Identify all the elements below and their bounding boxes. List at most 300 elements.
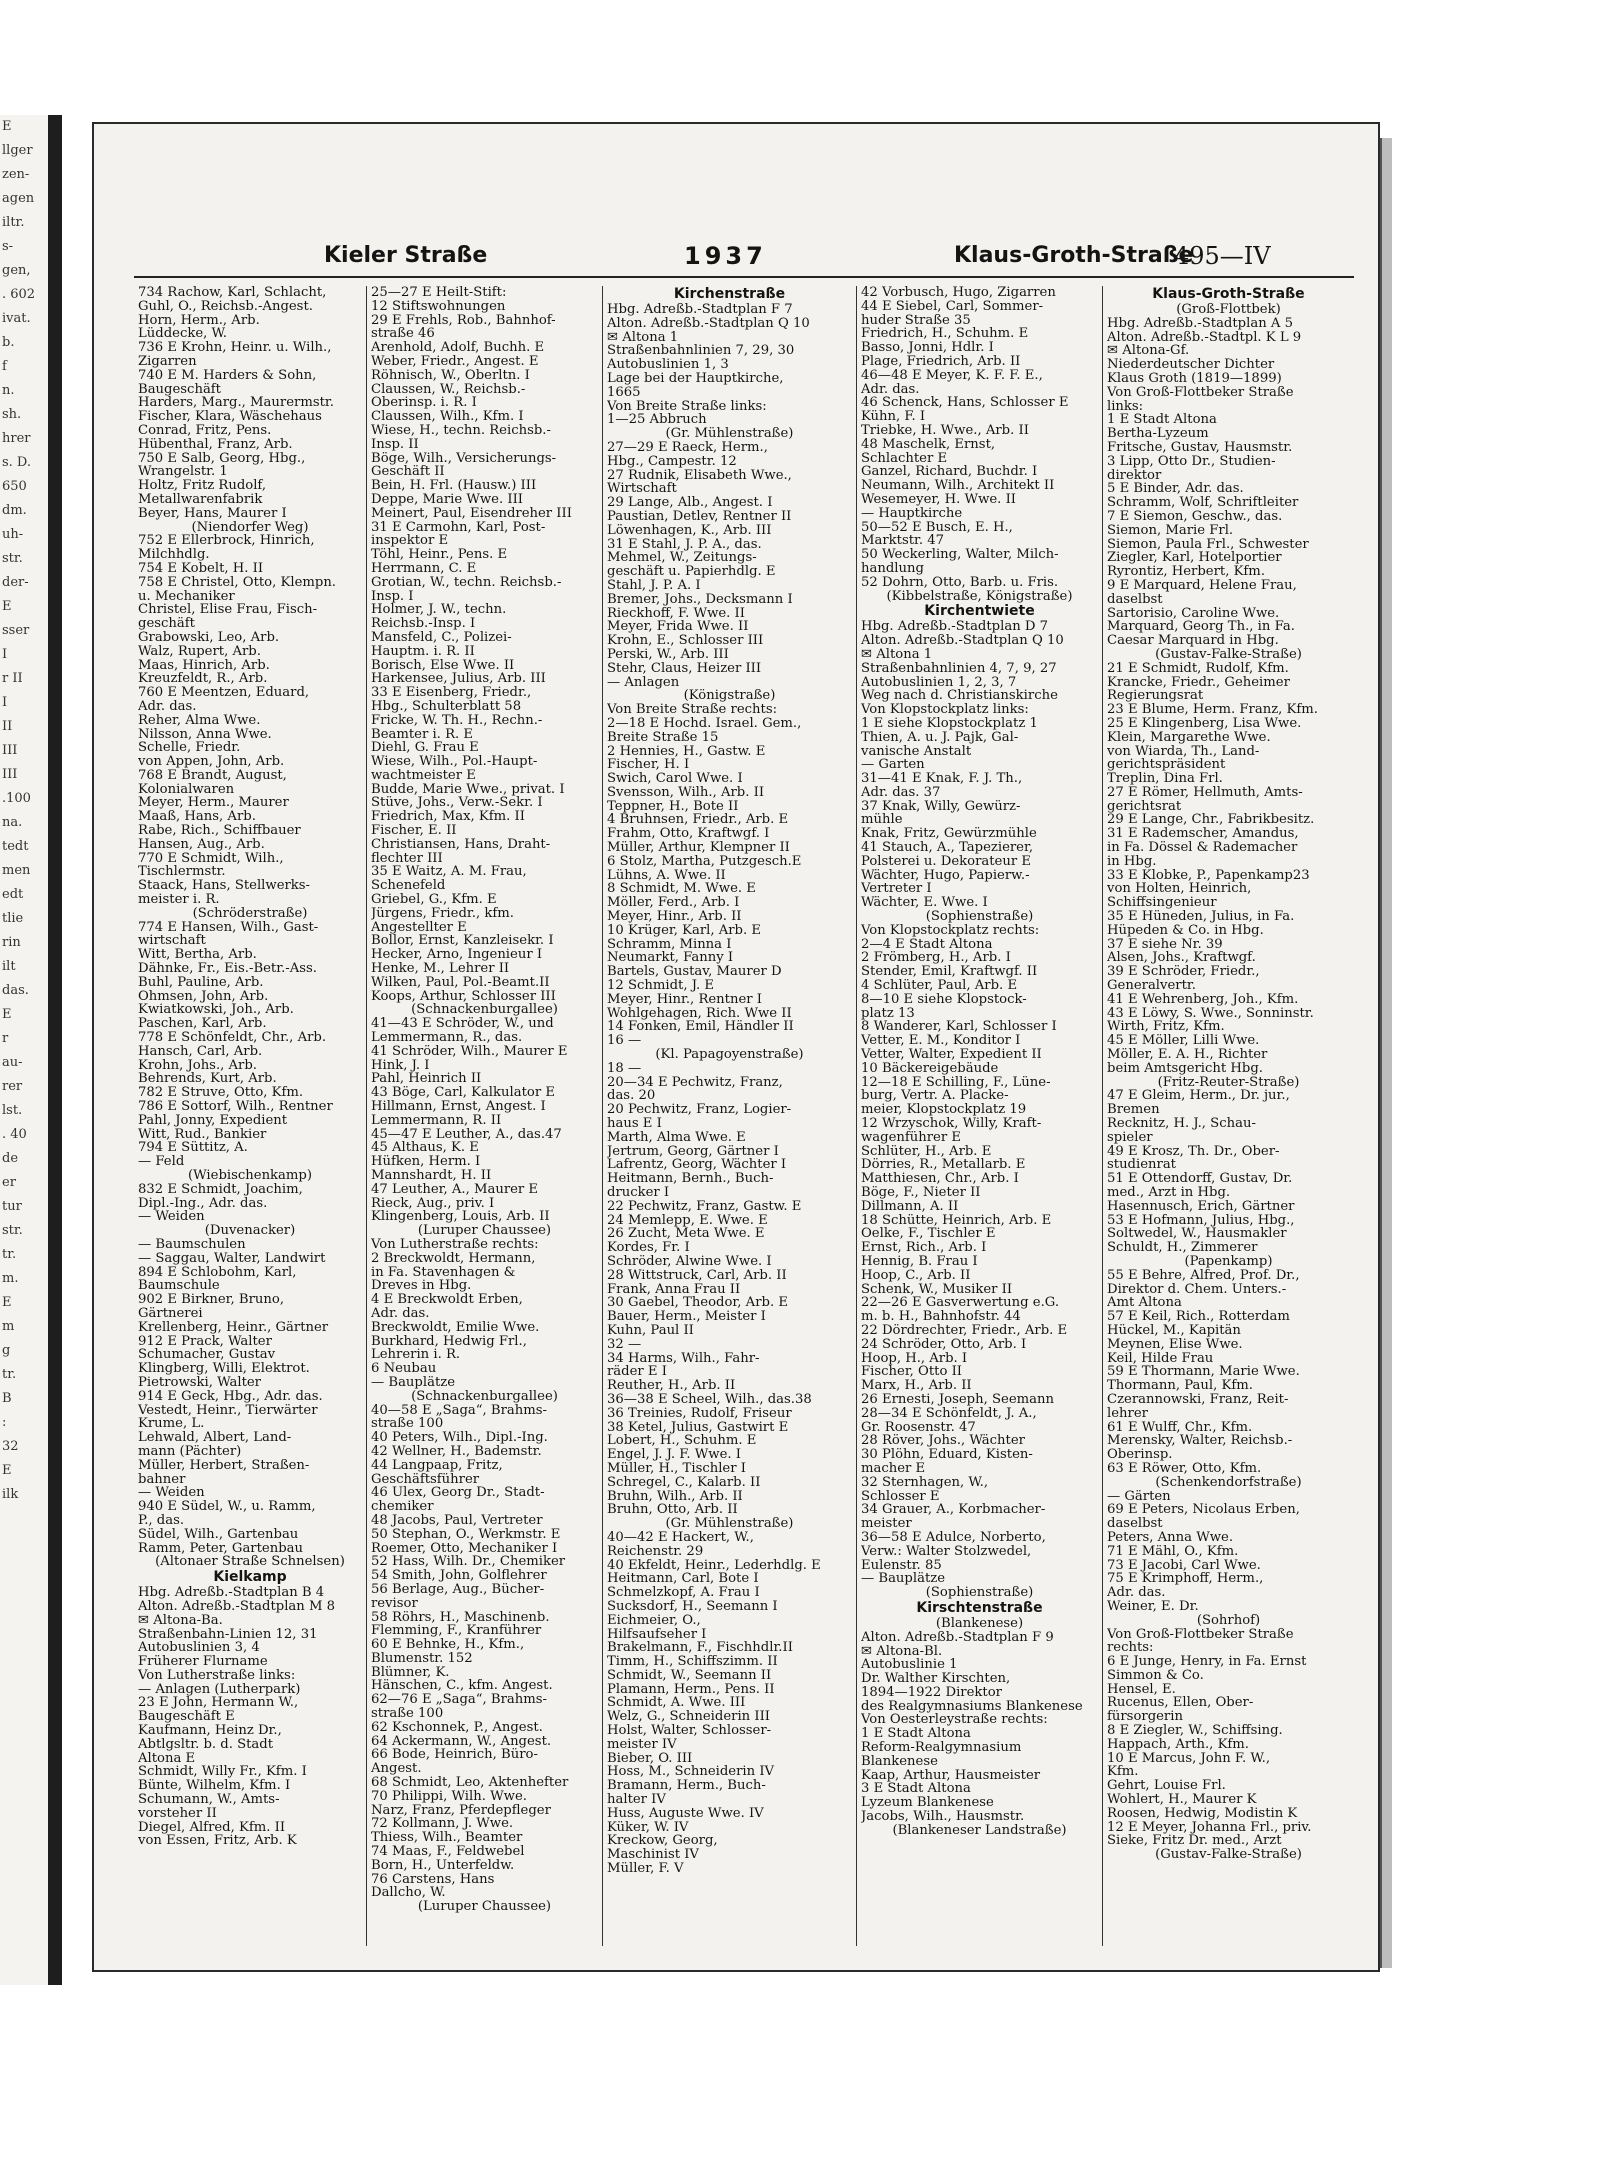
- directory-line: (Niendorfer Weg): [191, 520, 309, 535]
- directory-line: flechter III: [371, 851, 443, 866]
- directory-line: — Bauplätze: [861, 1572, 945, 1587]
- directory-line: 754 E Kobelt, H. II: [138, 561, 264, 576]
- directory-line: Von Lutherstraße links:: [138, 1668, 296, 1683]
- directory-line: ✉ Altona 1: [607, 330, 679, 345]
- left-margin-fragment: tedt: [2, 839, 29, 854]
- directory-line: 940 E Südel, W., u. Ramm,: [138, 1500, 316, 1514]
- directory-line: Klaus Groth (1819—1899): [1107, 371, 1282, 386]
- left-margin-fragment: s. D.: [2, 455, 32, 470]
- directory-line: (Papenkamp): [1184, 1254, 1273, 1269]
- directory-line: — Gärten: [1107, 1489, 1171, 1504]
- directory-line: Kuhn, Paul II: [607, 1323, 694, 1338]
- directory-line: Lage bei der Hauptkirche,: [607, 371, 784, 386]
- left-margin-fragment: rin: [2, 935, 21, 950]
- directory-line: Schumacher, Gustav: [138, 1348, 276, 1363]
- directory-line: Perski, W., Arb. III: [607, 647, 729, 662]
- directory-line: Kühn, F. I: [861, 410, 926, 424]
- directory-line: 71 E Mähl, O., Kfm.: [1107, 1544, 1239, 1559]
- directory-line: Harkensee, Julius, Arb. III: [371, 672, 546, 687]
- directory-line: 2 Hennies, H., Gastw. E: [607, 744, 766, 759]
- directory-line: Wirtschaft: [607, 482, 677, 497]
- directory-line: 48 Maschelk, Ernst,: [861, 437, 996, 452]
- directory-line: Direktor d. Chem. Unters.-: [1107, 1282, 1287, 1297]
- directory-line: Schregel, C., Kalarb. II: [607, 1475, 761, 1490]
- directory-line: Reuther, H., Arb. II: [607, 1379, 736, 1393]
- directory-line: 74 Maas, F., Feldwebel: [371, 1845, 525, 1859]
- directory-line: 736 E Krohn, Heinr. u. Wilh.,: [138, 341, 332, 355]
- directory-line: 27—29 E Raeck, Herm.,: [607, 440, 768, 455]
- directory-line: Wohlgehagen, Rich. Wwe II: [607, 1006, 792, 1021]
- directory-line: Claussen, Wilh., Kfm. I: [371, 410, 524, 424]
- directory-line: Svensson, Wilh., Arb. II: [607, 785, 765, 800]
- directory-line: Hbg., Campestr. 12: [607, 454, 737, 469]
- directory-line: Meyer, Herm., Maurer: [138, 796, 289, 811]
- directory-line: 45 Althaus, K. E: [371, 1141, 479, 1156]
- directory-line: — Garten: [861, 758, 925, 773]
- directory-line: Buhl, Pauline, Arb.: [138, 975, 264, 990]
- directory-line: Südel, Wilh., Gartenbau: [138, 1527, 299, 1542]
- directory-line: 758 E Christel, Otto, Klempn.: [138, 575, 336, 590]
- directory-line: Lehwald, Albert, Land-: [138, 1431, 292, 1445]
- directory-line: von Wiarda, Th., Land-: [1107, 744, 1260, 759]
- directory-line: Schlachter E: [861, 451, 948, 466]
- directory-line: (Kl. Papagoyenstraße): [655, 1048, 804, 1062]
- left-margin-fragment: na.: [2, 815, 23, 830]
- left-margin-fragment: llger: [2, 143, 33, 158]
- directory-line: daselbst: [1107, 592, 1163, 607]
- directory-line: 40 Ekfeldt, Heinr., Lederhdlg. E: [607, 1558, 821, 1573]
- directory-line: Rabe, Rich., Schiffbauer: [138, 824, 301, 838]
- directory-line: Beamter i. R. E: [371, 727, 474, 742]
- column-4: [856, 286, 1102, 1946]
- directory-line: Burkhard, Hedwig Frl.,: [371, 1334, 527, 1349]
- directory-line: 46—48 E Meyer, K. F. F. E.,: [861, 368, 1043, 383]
- left-margin-fragment: hrer: [2, 431, 31, 446]
- directory-line: (Wiebischenkamp): [187, 1169, 313, 1183]
- directory-line: revisor: [371, 1596, 418, 1611]
- directory-line: handlung: [861, 561, 924, 576]
- directory-line: in Fa. Stavenhagen &: [371, 1265, 516, 1280]
- left-margin-fragment: E: [2, 1463, 12, 1478]
- directory-line: Hecker, Arno, Ingenieur I: [371, 948, 543, 963]
- directory-line: Eulenstr. 85: [861, 1558, 942, 1573]
- directory-line: Thormann, Paul, Kfm.: [1107, 1379, 1253, 1393]
- left-margin-fragment: men: [2, 863, 31, 878]
- street-heading: Kirchenstraße: [673, 286, 786, 302]
- directory-line: 43 E Löwy, S. Wwe., Sonninstr.: [1107, 1006, 1314, 1021]
- directory-line: Straßenbahnlinien 4, 7, 9, 27: [861, 661, 1057, 676]
- directory-line: Von Breite Straße rechts:: [607, 703, 778, 717]
- directory-line: 912 E Prack, Walter: [138, 1334, 272, 1349]
- left-margin-fragment: II: [2, 719, 13, 734]
- directory-line: Hüpeden & Co. in Hbg.: [1107, 923, 1264, 938]
- directory-line: 28—34 E Schönfeldt, J. A.,: [861, 1406, 1037, 1421]
- directory-line: beim Amtsgericht Hbg.: [1107, 1061, 1263, 1076]
- directory-line: Schumann, W., Amts-: [138, 1793, 280, 1807]
- directory-line: Maaß, Hans, Arb.: [138, 810, 256, 825]
- directory-line: Krume, L.: [138, 1417, 205, 1432]
- directory-line: Kolonialwaren: [138, 782, 235, 797]
- directory-line: Bertha-Lyzeum: [1107, 427, 1209, 441]
- directory-line: 62—76 E „Saga“, Brahms-: [371, 1693, 547, 1708]
- directory-line: Bieber, O. III: [607, 1751, 693, 1766]
- directory-line: Flemming, F., Kranführer: [371, 1624, 542, 1639]
- left-margin-fragment: str.: [2, 1223, 23, 1238]
- directory-line: (Luruper Chaussee): [417, 1224, 552, 1238]
- left-margin-fragment: dm.: [2, 503, 27, 518]
- directory-line: vanische Anstalt: [861, 744, 972, 759]
- directory-line: 9 E Marquard, Helene Frau,: [1107, 578, 1297, 593]
- left-margin-fragment: gen,: [2, 263, 31, 278]
- directory-line: mann (Pächter): [138, 1444, 242, 1459]
- directory-line: Christiansen, Hans, Draht-: [371, 837, 551, 852]
- directory-line: Lehrerin i. R.: [371, 1348, 461, 1363]
- directory-line: — Hauptkirche: [861, 506, 963, 521]
- directory-line: Klingberg, Willi, Elektrot.: [138, 1362, 310, 1376]
- directory-line: 37 E siehe Nr. 39: [1107, 937, 1223, 952]
- directory-line: Krohn, Johs., Arb.: [138, 1058, 257, 1073]
- directory-line: Adr. das. 37: [861, 785, 941, 800]
- directory-line: 31—41 E Knak, F. J. Th.,: [861, 772, 1023, 786]
- directory-line: Altona E: [138, 1751, 196, 1766]
- left-margin-fragment: m: [2, 1319, 15, 1334]
- directory-line: Roemer, Otto, Mechaniker I: [371, 1541, 558, 1556]
- directory-line: Von Groß-Flottbeker Straße: [1107, 1627, 1294, 1642]
- directory-line: Bruhn, Otto, Arb. II: [607, 1503, 738, 1518]
- directory-line: 56 Berlage, Aug., Bücher-: [371, 1582, 545, 1597]
- directory-line: Hensel, E.: [1107, 1682, 1176, 1697]
- directory-line: Löwenhagen, K., Arb. III: [607, 523, 772, 538]
- directory-line: Gehrt, Louise Frl.: [1107, 1779, 1226, 1794]
- left-margin-fragment: 650: [2, 479, 27, 494]
- directory-line: Beyer, Hans, Maurer I: [138, 506, 287, 521]
- directory-line: 8—10 E siehe Klopstock-: [861, 992, 1027, 1007]
- directory-line: Schmidt, A. Wwe. III: [607, 1696, 746, 1711]
- directory-line: 32 Sternhagen, W.,: [861, 1475, 989, 1490]
- directory-line: Von Groß-Flottbeker Straße: [1107, 385, 1294, 400]
- directory-line: Kwiatkowski, Joh., Arb.: [138, 1003, 294, 1018]
- directory-line: Regierungsrat: [1107, 689, 1204, 704]
- directory-line: 35 E Waitz, A. M. Frau,: [371, 865, 527, 880]
- directory-line: med., Arzt in Hbg.: [1107, 1186, 1231, 1200]
- directory-line: 45 E Möller, Lilli Wwe.: [1107, 1034, 1260, 1049]
- directory-line: Friedrich, H., Schuhm. E: [861, 327, 1029, 342]
- directory-line: 6 Stolz, Martha, Putzgesch.E: [607, 854, 802, 869]
- header-rule: [134, 276, 1354, 278]
- column-2: [366, 286, 602, 1946]
- directory-line: Welz, G., Schneiderin III: [607, 1710, 770, 1725]
- directory-line: Fischer, Otto II: [861, 1365, 963, 1380]
- directory-line: Böge, F., Nieter II: [861, 1186, 981, 1200]
- directory-line: (Königstraße): [683, 689, 776, 704]
- left-margin-fragment: III: [2, 767, 18, 782]
- directory-line: Ziegler, Karl, Hotelportier: [1107, 551, 1282, 566]
- directory-line: 26 Zucht, Meta Wwe. E: [607, 1227, 765, 1242]
- left-margin-fragment: :: [2, 1415, 7, 1430]
- directory-line: spieler: [1107, 1130, 1153, 1145]
- directory-line: — Anlagen: [607, 675, 680, 690]
- directory-line: Möller, Ferd., Arb. I: [607, 896, 740, 911]
- directory-line: Reichsb.-Insp. I: [371, 617, 476, 631]
- directory-line: ✉ Altona-Bl.: [861, 1644, 943, 1659]
- directory-line: 7 E Siemon, Geschw., das.: [1107, 509, 1283, 524]
- directory-line: straße 100: [371, 1707, 444, 1721]
- directory-line: Hänschen, C., kfm. Angest.: [371, 1679, 553, 1694]
- directory-line: Oberinsp. i. R. I: [371, 396, 477, 411]
- directory-line: Triebke, H. Wwe., Arb. II: [861, 423, 1029, 438]
- directory-line: 1665: [607, 385, 641, 400]
- directory-line: rechts:: [1107, 1641, 1154, 1656]
- directory-line: 25—27 E Heilt-Stift:: [371, 286, 507, 300]
- directory-line: Merensky, Walter, Reichsb.-: [1107, 1434, 1293, 1449]
- directory-line: Klein, Margarethe Wwe.: [1107, 730, 1271, 745]
- directory-line: Töhl, Heinr., Pens. E: [371, 548, 508, 562]
- directory-line: 62 Kschonnek, P., Angest.: [371, 1720, 543, 1735]
- directory-line: Verw.: Walter Stolzwedel,: [861, 1544, 1032, 1559]
- left-margin-fragment: . 40: [2, 1127, 27, 1142]
- directory-line: Hbg. Adreßb.-Stadtplan B 4: [138, 1586, 325, 1600]
- directory-line: Peters, Anna Wwe.: [1107, 1530, 1234, 1545]
- directory-line: Krancke, Friedr., Geheimer: [1107, 675, 1290, 690]
- directory-line: Niederdeutscher Dichter: [1107, 358, 1275, 372]
- directory-line: 2—4 E Stadt Altona: [861, 937, 993, 952]
- left-margin-fragment: 32: [2, 1439, 19, 1454]
- directory-line: 26 Ernesti, Joseph, Seemann: [861, 1392, 1054, 1407]
- directory-line: 33 E Klobke, P., Papenkamp23: [1107, 868, 1310, 883]
- directory-line: 752 E Ellerbrock, Hinrich,: [138, 534, 315, 549]
- directory-line: Alton. Adreßb.-Stadtplan Q 10: [607, 316, 810, 331]
- directory-line: Autobuslinie 1: [861, 1658, 958, 1673]
- directory-line: 57 E Keil, Rich., Rotterdam: [1107, 1310, 1290, 1324]
- directory-line: Dr. Walther Kirschten,: [861, 1672, 1011, 1686]
- header-year: 1937: [684, 242, 767, 270]
- directory-line: 41—43 E Schröder, W., und: [371, 1017, 554, 1032]
- directory-line: inspektor E: [371, 534, 449, 549]
- directory-line: Treplin, Dina Frl.: [1107, 772, 1223, 786]
- directory-line: Basso, Jonni, Hdlr. I: [861, 341, 994, 355]
- directory-line: 22 Pechwitz, Franz, Gastw. E: [607, 1199, 802, 1214]
- directory-line: Autobuslinien 1, 3: [607, 358, 729, 372]
- left-margin-fragment: n.: [2, 383, 15, 398]
- directory-line: 29 E Frehls, Rob., Bahnhof-: [371, 313, 556, 328]
- directory-line: Koops, Arthur, Schlosser III: [371, 989, 556, 1004]
- directory-line: Christel, Elise Frau, Fisch-: [138, 603, 318, 618]
- directory-line: 55 E Behre, Alfred, Prof. Dr.,: [1107, 1268, 1300, 1283]
- directory-line: 5 E Binder, Adr. das.: [1107, 482, 1244, 497]
- directory-line: von Appen, John, Arb.: [138, 755, 285, 769]
- directory-line: Tischlermstr.: [138, 865, 226, 880]
- directory-line: Adr. das.: [138, 699, 197, 714]
- directory-line: Wesemeyer, H. Wwe. II: [861, 492, 1016, 507]
- directory-line: Von Oesterleystraße rechts:: [861, 1713, 1048, 1728]
- directory-line: Oelke, F., Tischler E: [861, 1227, 996, 1242]
- directory-line: Blumenstr. 152: [371, 1651, 473, 1666]
- directory-line: 38 Ketel, Julius, Gastwirt E: [607, 1420, 789, 1435]
- directory-line: Metallwarenfabrik: [138, 492, 263, 507]
- directory-line: 46 Schenck, Hans, Schlosser E: [861, 396, 1069, 411]
- directory-line: Hbg. Adreßb.-Stadtplan D 7: [861, 620, 1049, 635]
- directory-line: Bramann, Herm., Buch-: [607, 1779, 766, 1794]
- directory-line: 42 Vorbusch, Hugo, Zigarren: [861, 286, 1056, 300]
- directory-line: Keil, Hilde Frau: [1107, 1351, 1214, 1366]
- directory-line: Schenk, W., Musiker II: [861, 1282, 1013, 1297]
- directory-line: ✉ Altona-Gf.: [1107, 344, 1190, 359]
- directory-line: Kordes, Fr. I: [607, 1241, 690, 1255]
- directory-line: Müller, F. V: [607, 1862, 684, 1876]
- directory-line: 48 Jacobs, Paul, Vertreter: [371, 1513, 543, 1528]
- directory-line: 40 Peters, Wilh., Dipl.-Ing.: [371, 1431, 548, 1445]
- directory-line: 10 Krüger, Karl, Arb. E: [607, 923, 762, 938]
- directory-line: Angestellter E: [371, 920, 467, 935]
- directory-line: Lüddecke, W.: [138, 327, 227, 342]
- directory-line: Walz, Rupert, Arb.: [138, 644, 261, 659]
- directory-line: 786 E Sottorf, Wilh., Rentner: [138, 1100, 333, 1114]
- directory-line: 60 E Behnke, H., Kfm.,: [371, 1638, 525, 1652]
- directory-line: — Baumschulen: [138, 1237, 246, 1252]
- left-margin-fragment: I: [2, 695, 8, 710]
- directory-line: Hansen, Aug., Arb.: [138, 837, 265, 852]
- directory-line: Alsen, Johs., Kraftwgf.: [1107, 951, 1256, 966]
- directory-line: meister i. R.: [138, 893, 220, 907]
- directory-line: fürsorgerin: [1107, 1710, 1183, 1725]
- directory-line: Arenhold, Adolf, Buchh. E: [371, 341, 545, 355]
- directory-line: Fischer, H. I: [607, 758, 690, 773]
- directory-line: geschäft u. Papierhdlg. E: [607, 565, 776, 579]
- directory-line: Marx, H., Arb. II: [861, 1379, 972, 1393]
- directory-line: Witt, Bertha, Arb.: [138, 948, 257, 963]
- directory-line: Klingenberg, Louis, Arb. II: [371, 1210, 550, 1225]
- directory-line: 18 Schütte, Heinrich, Arb. E: [861, 1213, 1052, 1228]
- directory-line: Maas, Hinrich, Arb.: [138, 658, 270, 673]
- directory-line: (Duvenacker): [204, 1224, 296, 1238]
- directory-line: Vetter, Walter, Expedient II: [861, 1048, 1042, 1062]
- directory-line: 49 E Krosz, Th. Dr., Ober-: [1107, 1144, 1280, 1159]
- directory-line: Breite Straße 15: [607, 730, 719, 745]
- directory-line: des Realgymnasiums Blankenese: [861, 1699, 1083, 1714]
- directory-line: (Luruper Chaussee): [417, 1900, 552, 1915]
- directory-line: 66 Bode, Heinrich, Büro-: [371, 1748, 538, 1763]
- directory-line: Engel, J. J. F. Wwe. I: [607, 1448, 741, 1462]
- left-margin-fragment: m.: [2, 1271, 19, 1286]
- directory-line: Diehl, G. Frau E: [371, 741, 479, 756]
- directory-line: Hbg. Adreßb.-Stadtplan A 5: [1107, 316, 1293, 331]
- directory-line: Autobuslinien 3, 4: [138, 1641, 260, 1656]
- directory-line: Schlosser E: [861, 1489, 940, 1504]
- directory-line: — Anlagen (Lutherpark): [138, 1682, 301, 1697]
- directory-line: Stender, Emil, Kraftwgf. II: [861, 965, 1038, 980]
- directory-line: Bauer, Herm., Meister I: [607, 1310, 766, 1324]
- directory-line: 70 Philippi, Wilh. Wwe.: [371, 1789, 527, 1804]
- directory-line: 36 Treinies, Rudolf, Friseur: [607, 1406, 792, 1421]
- directory-line: Kreuzfeldt, R., Arb.: [138, 672, 268, 687]
- directory-line: 46 Ulex, Georg Dr., Stadt-: [371, 1486, 545, 1501]
- directory-line: Deppe, Marie Wwe. III: [371, 492, 523, 507]
- directory-line: 3 E Stadt Altona: [861, 1782, 971, 1797]
- directory-line: 59 E Thormann, Marie Wwe.: [1107, 1365, 1300, 1380]
- directory-line: 2 Breckwoldt, Hermann,: [371, 1251, 536, 1266]
- directory-line: 1894—1922 Direktor: [861, 1685, 1002, 1700]
- directory-line: 51 E Ottendorff, Gustav, Dr.: [1107, 1172, 1293, 1186]
- directory-line: Lyzeum Blankenese: [861, 1796, 994, 1811]
- directory-line: 64 Ackermann, W., Angest.: [371, 1734, 552, 1749]
- directory-line: Harders, Marg., Maurermstr.: [138, 396, 334, 411]
- directory-line: Fischer, Klara, Wäschehaus: [138, 410, 322, 424]
- directory-line: 14 Fonken, Emil, Händler II: [607, 1020, 794, 1035]
- directory-line: 894 E Schlobohm, Karl,: [138, 1265, 297, 1280]
- directory-line: Vetter, E. M., Konditor I: [861, 1034, 1021, 1049]
- directory-line: meister: [861, 1517, 912, 1531]
- left-margin-fragment: . 602: [2, 287, 36, 302]
- directory-line: 770 E Schmidt, Wilh.,: [138, 851, 284, 866]
- directory-line: 47 E Gleim, Herm., Dr. jur.,: [1107, 1089, 1290, 1104]
- directory-line: Paschen, Karl, Arb.: [138, 1017, 267, 1032]
- directory-line: Thiess, Wilh., Beamter: [371, 1831, 523, 1846]
- directory-line: 41 Schröder, Wilh., Maurer E: [371, 1044, 568, 1059]
- directory-line: Hilfsaufseher I: [607, 1627, 707, 1642]
- directory-line: Holst, Walter, Schlosser-: [607, 1724, 772, 1738]
- left-margin-fragment: ilt: [2, 959, 16, 974]
- directory-line: Alton. Adreßb.-Stadtplan F 9: [861, 1630, 1054, 1645]
- directory-line: studienrat: [1107, 1158, 1176, 1173]
- directory-line: lehrer: [1107, 1406, 1148, 1421]
- directory-line: 24 Memlepp, E. Wwe. E: [607, 1213, 768, 1228]
- directory-line: Insp. I: [371, 589, 414, 604]
- directory-line: Pahl, Jonny, Expedient: [138, 1113, 288, 1128]
- directory-line: Borisch, Else Wwe. II: [371, 658, 515, 673]
- directory-line: Generalvertr.: [1107, 979, 1196, 993]
- left-margin-fragment: I: [2, 647, 8, 662]
- directory-line: Von Klopstockplatz rechts:: [861, 923, 1040, 938]
- directory-line: Adr. das.: [371, 1306, 430, 1321]
- directory-page: [92, 122, 1380, 1972]
- left-margin-fragment: ivat.: [2, 311, 31, 326]
- directory-line: 12 Stiftswohnungen: [371, 299, 506, 314]
- directory-line: Guhl, O., Reichsb.-Angest.: [138, 299, 313, 314]
- directory-line: Von Lutherstraße rechts:: [371, 1237, 539, 1252]
- directory-line: ✉ Altona 1: [861, 647, 933, 662]
- directory-line: 4 E Breckwoldt Erben,: [371, 1293, 523, 1307]
- directory-line: (Sohrhof): [1196, 1613, 1261, 1628]
- directory-line: 52 Dohrn, Otto, Barb. u. Fris.: [861, 575, 1059, 590]
- directory-line: Meinert, Paul, Eisendreher III: [371, 506, 572, 521]
- left-margin-fragment: f: [2, 359, 7, 374]
- directory-line: Soltwedel, W., Hausmakler: [1107, 1227, 1287, 1242]
- directory-line: Schuldt, H., Zimmerer: [1107, 1241, 1258, 1255]
- directory-line: 12 Schmidt, J. E: [607, 979, 715, 993]
- directory-line: Kaap, Arthur, Hausmeister: [861, 1768, 1041, 1783]
- directory-line: gerichtspräsident: [1107, 758, 1226, 773]
- directory-line: Dreves in Hbg.: [371, 1279, 472, 1294]
- directory-line: Bein, H. Frl. (Hausw.) III: [371, 479, 537, 493]
- directory-line: macher E: [861, 1461, 926, 1476]
- directory-line: 30 Gaebel, Theodor, Arb. E: [607, 1296, 788, 1311]
- directory-line: Schlüter, H., Arb. E: [861, 1144, 992, 1159]
- directory-line: haus E I: [607, 1117, 662, 1131]
- directory-line: Lafrentz, Georg, Wächter I: [607, 1158, 787, 1173]
- directory-line: Stüve, Johs., Verw.-Sekr. I: [371, 796, 543, 811]
- directory-line: von Holten, Heinrich,: [1107, 882, 1252, 897]
- directory-line: 40—58 E „Saga“, Brahms-: [371, 1403, 547, 1418]
- left-margin-fragment: r II: [2, 671, 23, 686]
- directory-line: 2 Frömberg, H., Arb. I: [861, 951, 1011, 966]
- directory-line: Adr. das.: [1107, 1586, 1166, 1600]
- directory-line: Dipl.-Ing., Adr. das.: [138, 1196, 268, 1211]
- directory-line: (Gr. Mühlenstraße): [665, 427, 794, 441]
- directory-line: u. Mechaniker: [138, 589, 235, 604]
- directory-line: 35 E Hüneden, Julius, in Fa.: [1107, 910, 1295, 924]
- left-margin-fragment: E: [2, 1295, 12, 1310]
- directory-line: halter IV: [607, 1793, 666, 1807]
